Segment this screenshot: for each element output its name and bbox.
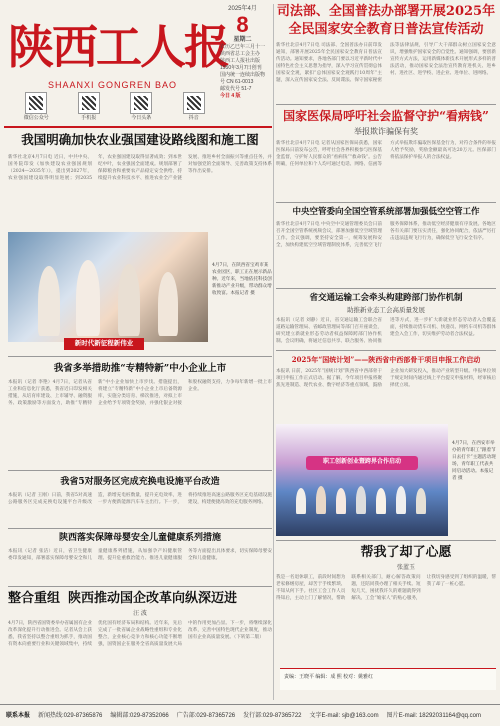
issue-code: 邮发代号 51-7: [220, 86, 252, 92]
qr-code-icon: [78, 92, 100, 114]
article-agriculture: [8, 132, 272, 226]
photo-stage-event: [276, 424, 448, 536]
article-body: 本报讯（记者 王刚）日前，我省5对高速公路服务区完成充换电设施平台升级改造，新增充电桩数量，提升充电效率，进一步方便新能源汽车车主出行。下一步，将持续推进高速公路服务区充电基础设施建设，构建便捷高效的充电服务网络。: [8, 493, 272, 505]
qr-label: 微信公众号: [23, 115, 49, 121]
article-project-launch: [276, 354, 496, 418]
article-charging: [8, 476, 272, 526]
footer-item: 发行部:029-87365722: [243, 713, 302, 719]
divider: [8, 356, 272, 357]
qr-code-icon: [130, 92, 152, 114]
article-headline: 2025年“国统计划”——陕西省中西部骨干项目申报工作启动: [291, 355, 481, 364]
footer-item: 广告部:029-87365726: [176, 713, 236, 719]
column-divider: [273, 4, 274, 700]
article-body: 本报讯（记者 刘静）近日，省交通运输工会联合省道路运输管理局、省邮政管理局等部门召开座谈会，研究建立新就业形态劳动者权益保障跨部门协作机制。会议明确，将通过信息共享、联合服务、协同推进等方式，进一步扩大新就业形态劳动者入会覆盖面，持续推动货车司机、快递员、网约车司机等群体建会入会工作，切实维护劳动者合法权益。: [276, 318, 496, 344]
photo-caption: 4月7日，在西安市举办的青年职工“跟着节日去打卡”主题活动现场，青年职工代表共同启动活动。本报记者 摄: [452, 441, 496, 481]
qr-toutiao[interactable]: [121, 92, 161, 124]
divider: [276, 202, 496, 203]
article-subheadline: 助推新业态工会高质量发展: [347, 307, 425, 314]
article-body: 本报讯 日前，2025年“国统计划”陕西省中西部骨干项目申报工作正式启动。据了解，今年项目申报将聚焦先进制造、现代农业、数字经济等重点领域，鼓励企业加大研发投入，推动产业转型升级。申报单位须于规定时间内通过线上平台提交申报材料，经审核后择优立项。: [276, 369, 496, 388]
qr-label: 手机报: [81, 115, 97, 121]
photo-caption: 4月7日，在陕西省宝鸡市某农业园区，职工正在展示新品种。近年来，当地依托科技创新推动产业升级，带动群众增收致富。本报记者 摄: [212, 263, 272, 296]
article-soe-reform: [8, 590, 272, 704]
article-legal-campaign: [276, 4, 496, 106]
article-headline-a: 整合重组: [8, 591, 61, 606]
article-headline: 司法部、全国普法办部署开展2025年: [276, 4, 496, 19]
article-headline: 省交通运输工会牵头构建跨部门协作机制: [309, 293, 463, 303]
article-headline: 我省多举措助推“专精特新”中小企业上市: [53, 363, 227, 374]
qr-mobile[interactable]: [69, 92, 109, 124]
divider: [8, 528, 272, 529]
article-body: 新华社北京4月7日电 近日，中共中央、国务院印发《加快建设农业强国规划（2024—2035年）》，提出到2027年，农业强国建设取得明显进展；到2035年，农业强国建设取得显著成效；到本世纪中叶，农业强国全面建成。规划部署了保障粮食和重要农产品稳定安全供给、持续提升农业科技水平、推进农业全产业链发展、推进乡村全面振兴等重点任务，并对加强党的全面领导、完善政策支持体系等作出安排。: [8, 155, 272, 181]
article-body: 新华社北京4月7日电 司法部、全国普法办日前印发通知，部署开展2025年全民国家安全教育日普法宣传活动。通知要求，各地各部门要以习近平新时代中国特色社会主义思想为指导，深入学习宣传贯彻总体国家安全观，紧扣“总体国家安全观践行10周年”主题，深入宣传国家安全法、反间谍法、保守国家秘密法等法律法规，引导广大干部群众树立国家安全意识，增强维护国家安全的自觉性。通知强调，要创新宣传方式方法，运用新媒体新技术开展形式多样的普法活动，推动国家安全法治宣传教育进机关、进乡村、进社区、进学校、进企业、进单位、进网络。: [276, 43, 496, 83]
qr-code-icon: [25, 92, 47, 114]
editor-credit: 责编：王晓平 编辑：成 熙 校对：姚雅红: [284, 674, 374, 680]
qr-douyin[interactable]: [174, 92, 214, 124]
qr-code-icon: [183, 92, 205, 114]
section-banner: 新时代新征程新伟业: [64, 338, 144, 350]
article-airspace: [276, 206, 496, 277]
headline-row: [8, 590, 272, 608]
issue-publisher: 陕西省总工会主办: [220, 51, 261, 57]
article-child-health: [8, 532, 272, 584]
issue-founded: 1950年3月7日创刊: [220, 65, 262, 71]
footer-label: 联系本报: [6, 713, 31, 719]
issue-lunar: 农历乙巳年三月十一: [220, 44, 266, 50]
issue-cn: 国内统一连续出版物号 CN 61-0013: [220, 72, 266, 85]
issue-publisher2: 陕西工人报社出版: [220, 58, 261, 64]
divider: [276, 350, 496, 351]
newspaper-masthead-title: 陕西工人报: [8, 20, 228, 74]
qr-label: 抖音: [188, 115, 199, 121]
footer-item: 文字E-mail: sjb@163.com: [309, 713, 379, 719]
qr-wechat[interactable]: [16, 92, 56, 124]
article-headline: 全民国家安全教育日普法宣传活动: [288, 22, 484, 37]
masthead-rule: [4, 126, 272, 128]
article-headline: 帮我了却了心愿: [360, 545, 452, 560]
article-body: 4月7日，陕西省国资委举办省属国有企业改革深化提升行动推进会。记者从会上获悉，我省坚持以整合重组为抓手，推动国有资本向重要行业和关键领域集中，持续优化国有经济布局和结构。近年来，先后完成了一批省属企业战略性重组和专业化整合，企业核心竞争力和核心功能不断增强，国资国企在服务全省高质量发展大局中的作用更加凸显。下一步，将继续深化改革，完善中国特色现代企业制度，推动国有企业高质量发展。（下转第二版）: [8, 621, 272, 647]
article-body: 本报讯（记者 张洁）近日，省卫生健康委印发通知，部署落实保障母婴安全和儿童健康系列措施，从加强孕产妇健康管理、提升危重救治能力、推进儿童健康服务等方面提出具体要求，切实保障母婴安全和儿童健康。: [8, 549, 272, 561]
divider: [276, 288, 496, 289]
article-headline: 我省5对服务区完成充换电设施平台改造: [60, 477, 220, 487]
article-body: 我是一名退休职工，前段时间想为老家修缮房屋，却苦于手续繁琐、不知从何下手。社区工会工作人员得知后，主动上门了解情况，帮助联系相关部门，耐心解答政策问题，还陪同我办理了相关手续。短短几天，困扰我许久的难题就得到解决。工会“娘家人”的贴心服务，让我切身感受到了组织的温暖，帮我了却了一桩心愿。: [276, 575, 496, 601]
article-byline: 汪 波: [133, 611, 147, 617]
newspaper-masthead-pinyin: SHAANXI GONGREN BAO: [48, 80, 178, 90]
footer-item: 新闻热线:029-87365876: [38, 713, 103, 719]
article-medical-insurance: [276, 108, 496, 196]
article-headline-b: 陕西推动国企改革向纵深迈进: [68, 591, 238, 606]
footer-item: 编辑部:029-87352066: [110, 713, 169, 719]
stage-banner: 职工创新创业暨跨界合作启动: [306, 456, 418, 470]
issue-weekday: 星期二: [233, 37, 252, 43]
article-headline: 陕西落实保障母婴安全儿童健康系列措施: [58, 533, 221, 543]
article-headline: 国家医保局呼吁社会监督守护“看病钱”: [283, 109, 489, 123]
footer-item: 图片E-mail: 18292031164@qq.com: [386, 713, 481, 719]
issue-day: 8: [236, 12, 249, 37]
article-essay: [276, 544, 496, 662]
issue-pages: 今日 4 版: [220, 93, 241, 99]
article-body: 新华社北京4月7日电 记者从国家医保局获悉，国家医保局日前发布公告，呼吁社会各界积极参与医保基金监督，守护好人民群众的“看病钱”“救命钱”。公告明确，任何单位和个人均可通过电话、网络、信函等方式举报欺诈骗取医保基金行为，对符合条件的举报人给予奖励，奖励金额最高可达20万元。医保部门将依法保护举报人的合法权益。: [276, 141, 496, 167]
article-subheadline: 举报欺诈骗保有奖: [354, 127, 418, 136]
article-body: 新华社北京4月7日电 中央空中交通管理委员会日前召开全国空管系统视频会议，部署加强低空空域管理工作。会议强调，要坚持安全第一，统筹发展和安全，加快构建低空空域管理制度体系，完善低空飞行服务保障体系，推动低空经济健康有序发展。各地区各有关部门要压实责任，强化协同配合，依法严厉打击违法违规飞行行为，确保低空飞行安全有序。: [276, 222, 496, 248]
qr-label: 今日头条: [131, 115, 152, 121]
article-headline: 我国明确加快农业强国建设路线图和施工图: [21, 132, 259, 147]
qr-row: [10, 92, 220, 124]
divider: [276, 540, 496, 541]
divider: [276, 104, 496, 105]
photo-agriculture: [8, 232, 208, 342]
issue-info: [220, 6, 265, 100]
editor-credit-bar: [280, 668, 496, 690]
issue-date: 2025年4月: [228, 6, 257, 12]
article-headline: 中央空管委向全国空管系统部署加强低空空管工作: [292, 207, 480, 217]
footer-contact-bar: [0, 704, 500, 726]
article-byline: 张蓝玉: [396, 565, 415, 571]
divider: [8, 586, 272, 587]
article-body: 本报讯（记者 李艳）4月7日，记者从省工业和信息化厅获悉，我省近日印发相关措施，从培育库建设、上市辅导、融资服务、政策激励等方面发力，助推“专精特新”中小企业加快上市步伐。措施提出，将建立“专精特新”中小企业上市后备资源库，实施分类培育、梯次推进，对拟上市企业给予专项资金奖励，并强化银企对接和股权融资支持，力争每年新增一批上市企业。: [8, 380, 272, 406]
article-transport-union: [276, 292, 496, 355]
divider: [8, 470, 272, 471]
article-sme: [8, 362, 272, 463]
